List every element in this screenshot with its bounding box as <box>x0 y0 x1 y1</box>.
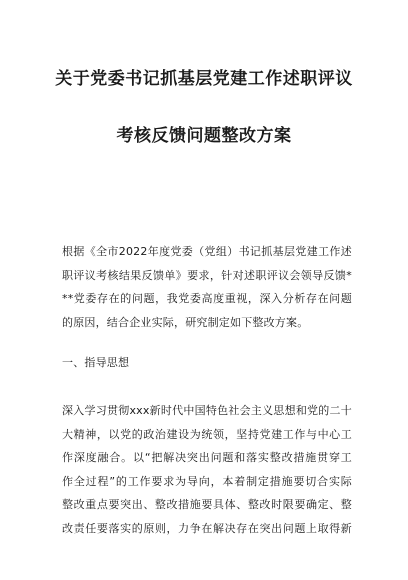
paragraph-line: 整改重点要突出、整改措施要具体、整改时限要确定、整 <box>62 498 352 511</box>
paragraph-line: 作深度融合。以“把解决突出问题和落实整改措施贯穿工 <box>62 451 352 464</box>
document-title-line-2: 考核反馈问题整改方案 <box>116 126 292 146</box>
paragraph-line: 职评议考核结果反馈单》要求，针对述职评议会领导反馈* <box>62 268 352 282</box>
paragraph-line: 作全过程”的工作要求为导向，本着制定措施要切合实际 <box>62 474 352 488</box>
paragraph-line: 深入学习贯彻xxx新时代中国特色社会主义思想和党的二十 <box>62 404 352 417</box>
document-title-line-1: 关于党委书记抓基层党建工作述职评议 <box>55 69 353 89</box>
section-heading: 一、指导思想 <box>62 356 130 369</box>
paragraph-line: 改责任要落实的原则，力争在解决存在突出问题上取得新 <box>62 521 352 535</box>
body-paragraph <box>62 399 352 540</box>
paragraph-line: **党委存在的问题，我党委高度重视，深入分析存在问题 <box>62 292 352 305</box>
paragraph-line: 大精神，以党的政治建设为统领，坚持党建工作与中心工 <box>62 427 352 441</box>
paragraph-line: 根据《全市2022年度党委（党组）书记抓基层党建工作述 <box>62 245 352 258</box>
intro-paragraph <box>62 240 352 334</box>
paragraph-line: 的原因，结合企业实际，研究制定如下整改方案。 <box>62 315 309 329</box>
